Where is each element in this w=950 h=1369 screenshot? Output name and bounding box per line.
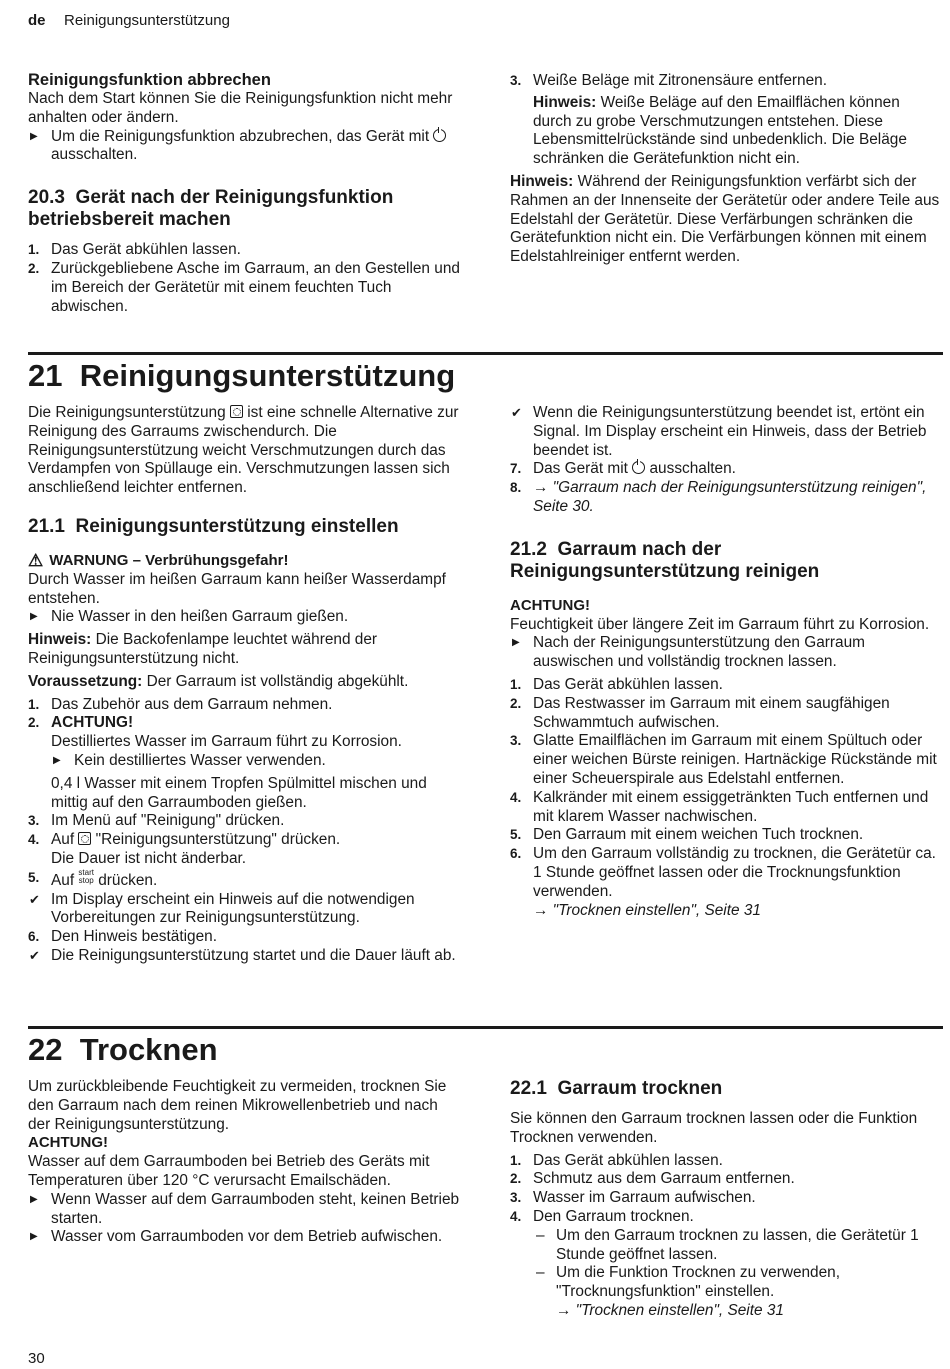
list-item: 2. ACHTUNG! xyxy=(28,714,134,732)
list-item: 7. Das Gerät mit ausschalten. xyxy=(510,460,736,478)
ch22-intro: Um zurückbleibende Feuchtigkeit zu vermeiden, trocknen Sie den Garraum nach dem reinen Mikrowellenbetrieb und nach der Reinigungsunterstützung. xyxy=(28,1078,447,1133)
step2-more: 0,4 l Wasser mit einem Tropfen Spülmittel mischen und mittig auf den Garraumboden gießen. xyxy=(51,774,427,811)
list-item: 5. Auf start stop drücken. xyxy=(28,867,158,889)
caution-text: Wasser auf dem Garraumboden bei Betrieb des Geräts mit Temperaturen über 120 °C verursacht Emailschäden. xyxy=(28,1153,430,1189)
page-number: 30 xyxy=(28,1350,45,1367)
step2-sub: ▶ Kein destilliertes Wasser verwenden. xyxy=(53,751,326,769)
check-icon: ✔ xyxy=(511,405,522,420)
step2-text: Destilliertes Wasser im Garraum führt zu Korrosion. xyxy=(51,733,402,751)
ch21-right-column xyxy=(510,404,942,920)
requirement: Voraussetzung: Der Garraum ist vollständig abgekühlt. xyxy=(28,672,409,690)
top-left-column xyxy=(28,70,460,316)
header-title: Reinigungsunterstützung xyxy=(64,12,230,29)
list-item: 3. Im Menü auf "Reinigung" drücken. xyxy=(28,812,285,830)
section-20-3-heading: 20.3 Gerät nach der Reinigungsfunktion betriebsbereit machen xyxy=(28,187,394,231)
result-item: ✔ Im Display erscheint ein Hinweis auf die notwendigen Vorbereitungen zur Reinigungsunterstützung. xyxy=(29,890,415,927)
sub-list-item: – Um die Funktion Trocknen zu verwenden, "Trocknungsfunktion" einstellen. xyxy=(536,1264,841,1301)
list-item: 3. Glatte Emailflächen im Garraum mit einem Spültuch oder einer weichen Bürste reinigen. Hartnäckige Rückstände mit einer Scheuerspirale aus Edelstahl entfernen. xyxy=(510,732,937,787)
list-item: 5. Den Garraum mit einem weichen Tuch trocknen. xyxy=(510,826,864,844)
dash-bullet: – xyxy=(536,1264,545,1282)
list-item: 4. Auf "Reinigungsunterstützung" drücken. xyxy=(28,831,341,849)
triangle-bullet-icon: ▶ xyxy=(512,637,520,649)
caution-title: ACHTUNG! xyxy=(28,1134,108,1152)
top-right-column xyxy=(510,72,942,267)
chapter-22-heading: 22 Trocknen xyxy=(28,1032,218,1067)
power-icon xyxy=(632,461,645,474)
warning-title: ⚠ WARNUNG – Verbrühungsgefahr! xyxy=(28,550,289,570)
list-item[interactable]: 8. → "Garraum nach der Reinigungsunterstützung reinigen", Seite 30. xyxy=(510,479,927,515)
abort-step: ▶ Um die Reinigungsfunktion abzubrechen, das Gerät mit ausschalten. xyxy=(28,128,460,166)
triangle-bullet-icon: ▶ xyxy=(30,1193,38,1205)
warning-triangle-icon: ⚠ xyxy=(28,550,44,570)
cleaning-support-icon xyxy=(230,405,243,418)
triangle-bullet-icon: ▶ xyxy=(30,1231,38,1243)
list-item: 6. Um den Garraum vollständig zu trocknen, die Gerätetür ca. 1 Stunde geöffnet lassen oder die Trocknungsfunktion verwenden. xyxy=(510,845,936,900)
section-21-2-heading: 21.2 Garraum nach der Reinigungsunterstützung reinigen xyxy=(510,538,820,582)
list-item: 4. Kalkränder mit einem essiggetränkten Tuch entfernen und mit klarem Wasser nachwischen. xyxy=(510,788,929,825)
ch22-right-column xyxy=(510,1078,942,1321)
list-item: 1. Das Gerät abkühlen lassen. xyxy=(28,241,241,259)
cross-reference-link[interactable]: → "Garraum nach der Reinigungsunterstützung reinigen", Seite 30. xyxy=(533,479,927,515)
triangle-bullet-icon: ▶ xyxy=(30,130,38,142)
power-icon xyxy=(433,129,446,142)
caution-text: Feuchtigkeit über längere Zeit im Garraum führt zu Korrosion. xyxy=(510,615,930,633)
cross-reference-link[interactable]: → "Trocknen einstellen", Seite 31 xyxy=(556,1301,784,1319)
warning-text: Durch Wasser im heißen Garraum kann heißer Wasserdampf entstehen. xyxy=(28,570,446,607)
section-22-1-heading: 22.1 Garraum trocknen xyxy=(510,1078,723,1099)
list-item: 6. Den Hinweis bestätigen. xyxy=(28,928,217,946)
result-item: ✔ Wenn die Reinigungsunterstützung beendet ist, ertönt ein Signal. Im Display erscheint ein Hinweis, dass der Betrieb beendet ist. xyxy=(511,404,927,459)
list-item: 2. Das Restwasser im Garraum mit einem saugfähigen Schwammtuch aufwischen. xyxy=(510,694,890,731)
triangle-bullet-icon: ▶ xyxy=(53,754,61,766)
note-white-deposits: Hinweis: Weiße Beläge auf den Emailflächen können durch zu grobe Verschmutzungen entstehen. Diese Lebensmittelrückstände sind unbedenklich. Die Beläge schränken die Gerätefunktion nicht ein. xyxy=(533,93,907,168)
check-icon: ✔ xyxy=(29,891,40,907)
list-item: 2. Schmutz aus dem Garraum entfernen. xyxy=(510,1170,795,1188)
list-item: 1. Das Zubehör aus dem Garraum nehmen. xyxy=(28,695,333,713)
list-item: 1. Das Gerät abkühlen lassen. xyxy=(510,1151,723,1169)
warning-step: ▶ Nie Wasser in den heißen Garraum gießen. xyxy=(30,608,349,626)
result-item: ✔ Die Reinigungsunterstützung startet und die Dauer läuft ab. xyxy=(29,946,456,964)
caution-step: ▶ Wasser vom Garraumboden vor dem Betrieb aufwischen. xyxy=(30,1228,443,1246)
list-item: 1. Das Gerät abkühlen lassen. xyxy=(510,675,723,693)
list-item: 2. Zurückgebliebene Asche im Garraum, an den Gestellen und im Bereich der Gerätetür mit einem feuchten Tuch abwischen. xyxy=(28,259,460,315)
note-discoloration: Hinweis: Während der Reinigungsfunktion verfärbt sich der Rahmen an der Innenseite der Gerätetür oder andere Teile aus Edelstahl der Gerätetür. Diese Verfärbungen schränken die Gerätefunktion nicht ein. Die Verfärbungen können mit einem Edelstahlreiniger entfernt werden. xyxy=(510,172,940,266)
ch21-left-column xyxy=(28,404,460,966)
caution-step: ▶ Wenn Wasser auf dem Garraumboden steht, keinen Betrieb starten. xyxy=(30,1190,460,1227)
chapter-21-rule xyxy=(28,352,943,355)
ch22-left-column xyxy=(28,1078,460,1247)
caution-step: ▶ Nach der Reinigungsunterstützung den Garraum auswischen und vollständig trocknen lassen. xyxy=(512,634,865,671)
abort-heading: Reinigungsfunktion abbrechen xyxy=(28,71,271,89)
dash-bullet: – xyxy=(536,1226,545,1244)
abort-text: Nach dem Start können Sie die Reinigungsfunktion nicht mehr anhalten oder ändern. xyxy=(28,90,453,126)
list-item: 3. Wasser im Garraum aufwischen. xyxy=(510,1189,756,1207)
chapter-21-heading: 21 Reinigungsunterstützung xyxy=(28,358,456,393)
cross-reference-link[interactable]: → "Trocknen einstellen", Seite 31 xyxy=(533,901,761,919)
caution-title: ACHTUNG! xyxy=(510,596,590,614)
section-21-1-heading: 21.1 Reinigungsunterstützung einstellen xyxy=(28,515,399,537)
cleaning-support-icon xyxy=(78,832,91,845)
start-stop-icon: start stop xyxy=(78,867,94,885)
header-language: de xyxy=(28,12,46,29)
chapter-22-rule xyxy=(28,1026,943,1029)
triangle-bullet-icon: ▶ xyxy=(30,611,38,623)
section-22-1-text: Sie können den Garraum trocknen lassen oder die Funktion Trocknen verwenden. xyxy=(510,1110,918,1146)
step4-more: Die Dauer ist nicht änderbar. xyxy=(51,849,247,867)
ch21-intro: Die Reinigungsunterstützung ist eine schnelle Alternative zur Reinigung des Garraums zwischendurch. Die Reinigungsunterstützung weicht Verschmutzungen durch das Verdampfen von Spüllauge ein. Verschmutzungen lassen sich anschließend leichter entfernen. xyxy=(28,404,459,497)
sub-list-item: – Um den Garraum trocknen zu lassen, die Gerätetür 1 Stunde geöffnet lassen. xyxy=(536,1226,919,1263)
list-item: 4. Den Garraum trocknen. xyxy=(510,1207,694,1225)
check-icon: ✔ xyxy=(29,947,40,963)
list-item: 3. Weiße Beläge mit Zitronensäure entfernen. xyxy=(510,72,828,89)
hint-lamp: Hinweis: Die Backofenlampe leuchtet während der Reinigungsunterstützung nicht. xyxy=(28,631,378,667)
